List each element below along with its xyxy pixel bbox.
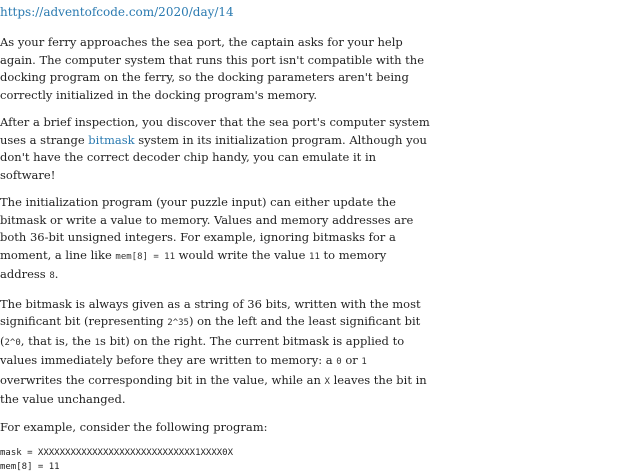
example-program bbox=[0, 446, 430, 474]
paragraph-bitmask bbox=[0, 114, 430, 184]
program-line: mask = XXXXXXXXXXXXXXXXXXXXXXXXXXXXX1XXXX0X bbox=[0, 448, 233, 458]
puzzle-article bbox=[0, 34, 430, 474]
text: The bitmask is always given as a string of 36 bits, written with the most significant bit (representing bbox=[0, 296, 421, 328]
paragraph-program bbox=[0, 194, 430, 286]
inline-code: 2^35 bbox=[167, 318, 189, 328]
text: overwrites the corresponding bit in the value, while an bbox=[0, 372, 325, 387]
paragraph-intro: As your ferry approaches the sea port, the captain asks for your help again. The computer system that runs this port isn't compatible with the docking program on the ferry, so the docking parameters aren't being correctly initialized in the docking program's memory. bbox=[0, 35, 425, 102]
inline-code: 8 bbox=[49, 271, 55, 281]
inline-code: mem[8] = 11 bbox=[115, 251, 176, 262]
inline-code: X bbox=[324, 376, 330, 387]
paragraph-bits bbox=[0, 296, 430, 409]
text: s bit) on the right. The current bitmask is applied to values immediately before they are written to memory: a bbox=[0, 333, 405, 367]
inline-code: 1 bbox=[361, 357, 367, 367]
program-line: mem[8] = 11 bbox=[0, 462, 60, 472]
text: leaves the bit in the value unchanged. bbox=[0, 372, 427, 406]
inline-code: 2^0 bbox=[4, 337, 21, 348]
bitmask-link[interactable]: bitmask bbox=[88, 132, 135, 147]
inline-code: 11 bbox=[309, 251, 320, 262]
inline-code: 0 bbox=[336, 357, 342, 367]
page-url-link[interactable]: https://adventofcode.com/2020/day/14 bbox=[0, 5, 234, 19]
paragraph-example: For example, consider the following program: bbox=[0, 419, 268, 434]
text: would write the value bbox=[175, 247, 310, 262]
inline-code: 1 bbox=[94, 337, 101, 348]
text: The initialization program (your puzzle input) can either update the bitmask or write a value to memory. Values and memory addresses are both 36-bit unsigned integers. For example, ignoring bitmasks for a moment, a line like bbox=[0, 195, 414, 262]
text: . bbox=[54, 267, 59, 281]
text: or bbox=[341, 353, 362, 367]
text: to memory address bbox=[0, 247, 387, 281]
text: , that is, the bbox=[20, 333, 95, 348]
text: After a brief inspection, you discover that the sea port's computer system uses a strange bbox=[0, 115, 430, 147]
text: ) on the left and the least significant bit ( bbox=[0, 314, 421, 348]
text: system in its initialization program. Although you don't have the correct decoder chip handy, you can emulate it in software! bbox=[0, 132, 427, 182]
